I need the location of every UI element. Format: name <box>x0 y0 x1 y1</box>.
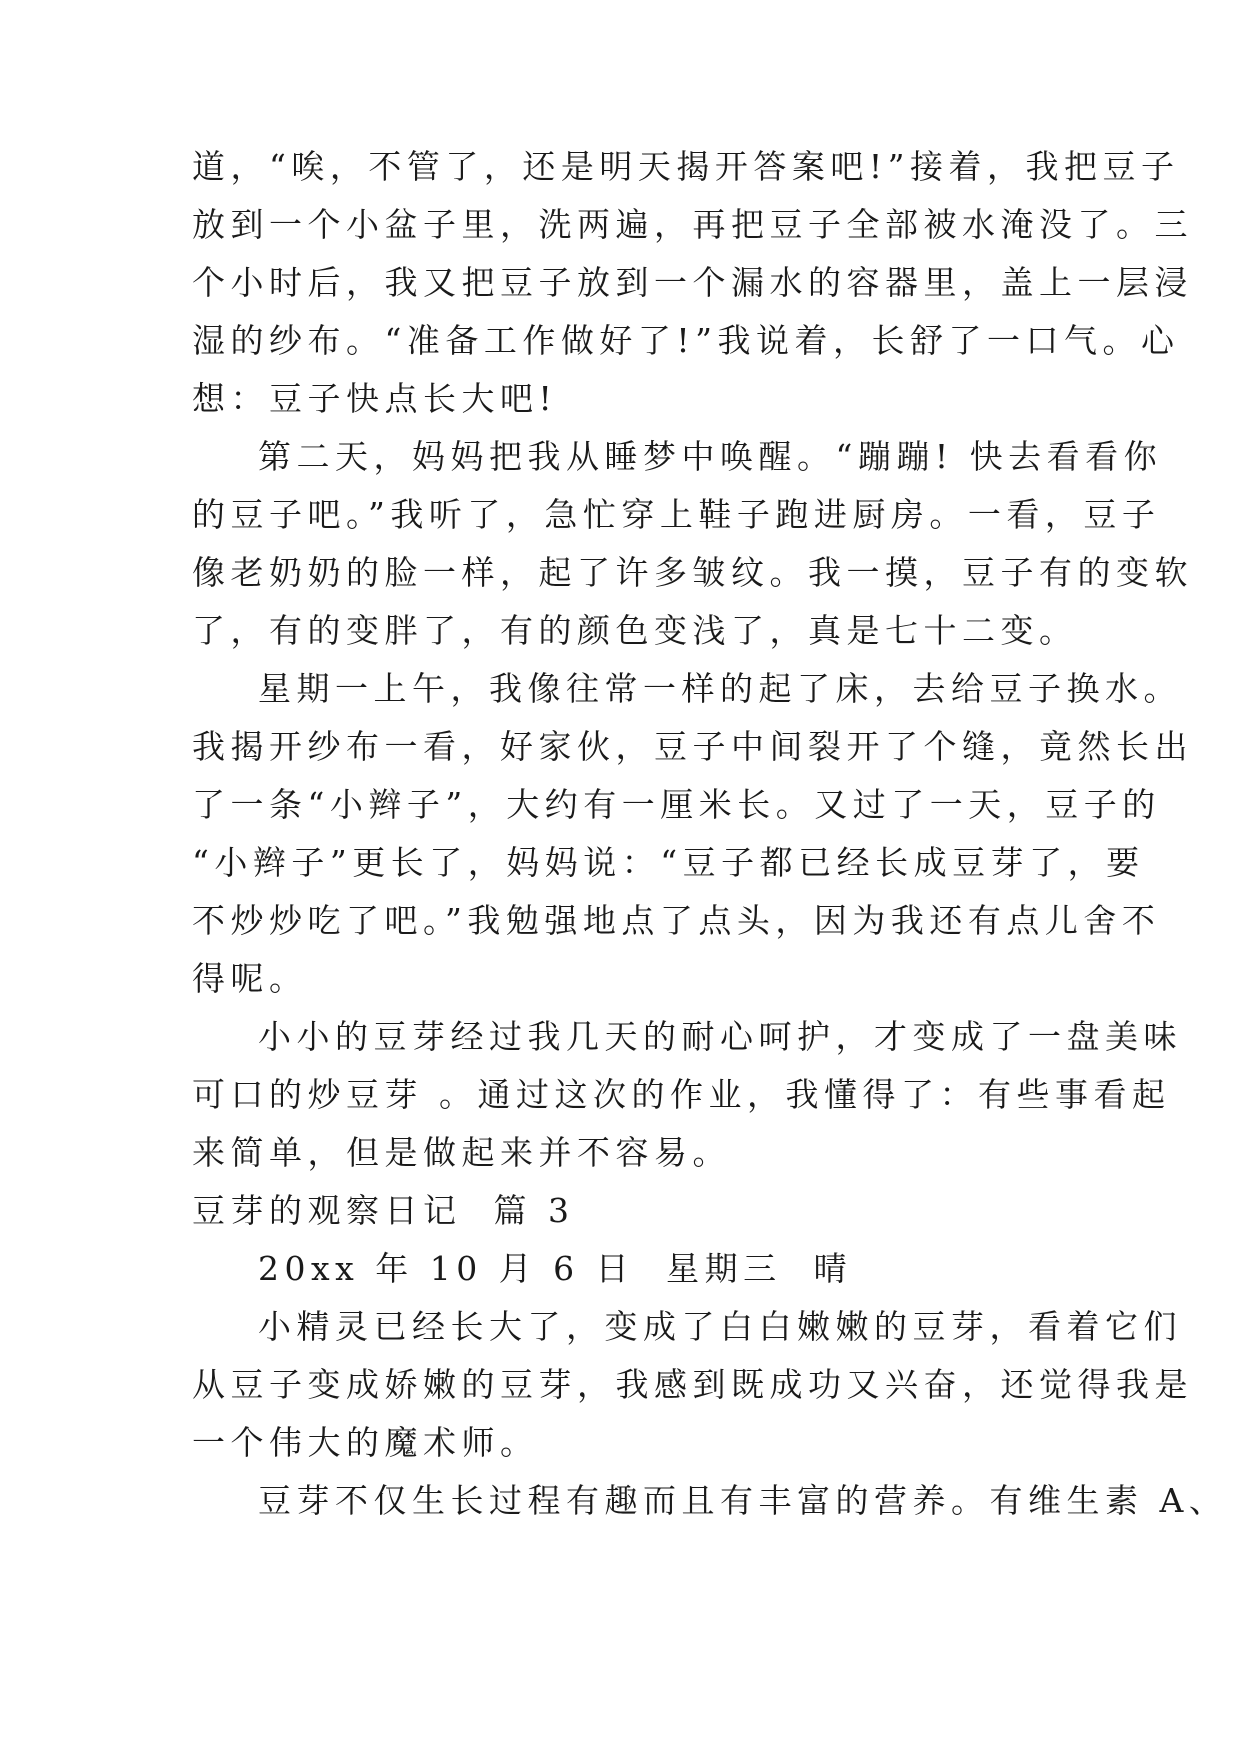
text-line: 第二天，妈妈把我从睡梦中唤醒。“蹦蹦! 快去看看你 <box>258 437 1163 476</box>
text-line: 不炒炒吃了吧。”我勉强地点了点头，因为我还有点儿舍不 <box>192 901 1161 940</box>
diary-date-line: 20xx 年 10 月 6 日 星期三 晴 <box>258 1249 853 1288</box>
text-line: 想：豆子快点长大吧! <box>192 379 558 418</box>
text-line: 个小时后，我又把豆子放到一个漏水的容器里，盖上一层浸 <box>192 263 1193 302</box>
text-line: 从豆子变成娇嫩的豆芽，我感到既成功又兴奋，还觉得我是 <box>192 1365 1193 1404</box>
text-line: 豆芽不仅生长过程有趣而且有丰富的营养。有维生素 A、 <box>258 1481 1228 1520</box>
text-line: 的豆子吧。”我听了，急忙穿上鞋子跑进厨房。一看，豆子 <box>192 495 1161 534</box>
text-line: 了，有的变胖了，有的颜色变浅了，真是七十二变。 <box>192 611 1078 650</box>
text-line: 放到一个小盆子里，洗两遍，再把豆子全部被水淹没了。三 <box>192 205 1193 244</box>
text-line: “小辫子”更长了，妈妈说：“豆子都已经长成豆芽了，要 <box>192 843 1145 882</box>
text-line: 了一条“小辫子”，大约有一厘米长。又过了一天，豆子的 <box>192 785 1161 824</box>
text-line: 星期一上午，我像往常一样的起了床，去给豆子换水。 <box>258 669 1182 708</box>
text-line: 来简单，但是做起来并不容易。 <box>192 1133 731 1172</box>
text-line: 可口的炒豆芽 。通过这次的作业，我懂得了：有些事看起 <box>192 1075 1171 1114</box>
text-line: 小精灵已经长大了，变成了白白嫩嫩的豆芽，看着它们 <box>258 1307 1182 1346</box>
text-line: 湿的纱布。“准备工作做好了!”我说着，长舒了一口气。心 <box>192 321 1180 360</box>
section-heading: 豆芽的观察日记 篇 3 <box>192 1191 575 1230</box>
text-line: 道，“唉，不管了，还是明天揭开答案吧!”接着，我把豆子 <box>192 147 1180 186</box>
text-line: 像老奶奶的脸一样，起了许多皱纹。我一摸，豆子有的变软 <box>192 553 1193 592</box>
text-line: 得呢。 <box>192 959 308 998</box>
text-line: 小小的豆芽经过我几天的耐心呵护，才变成了一盘美味 <box>258 1017 1182 1056</box>
text-line: 我揭开纱布一看，好家伙，豆子中间裂开了个缝，竟然长出 <box>192 727 1193 766</box>
text-line: 一个伟大的魔术师。 <box>192 1423 539 1462</box>
